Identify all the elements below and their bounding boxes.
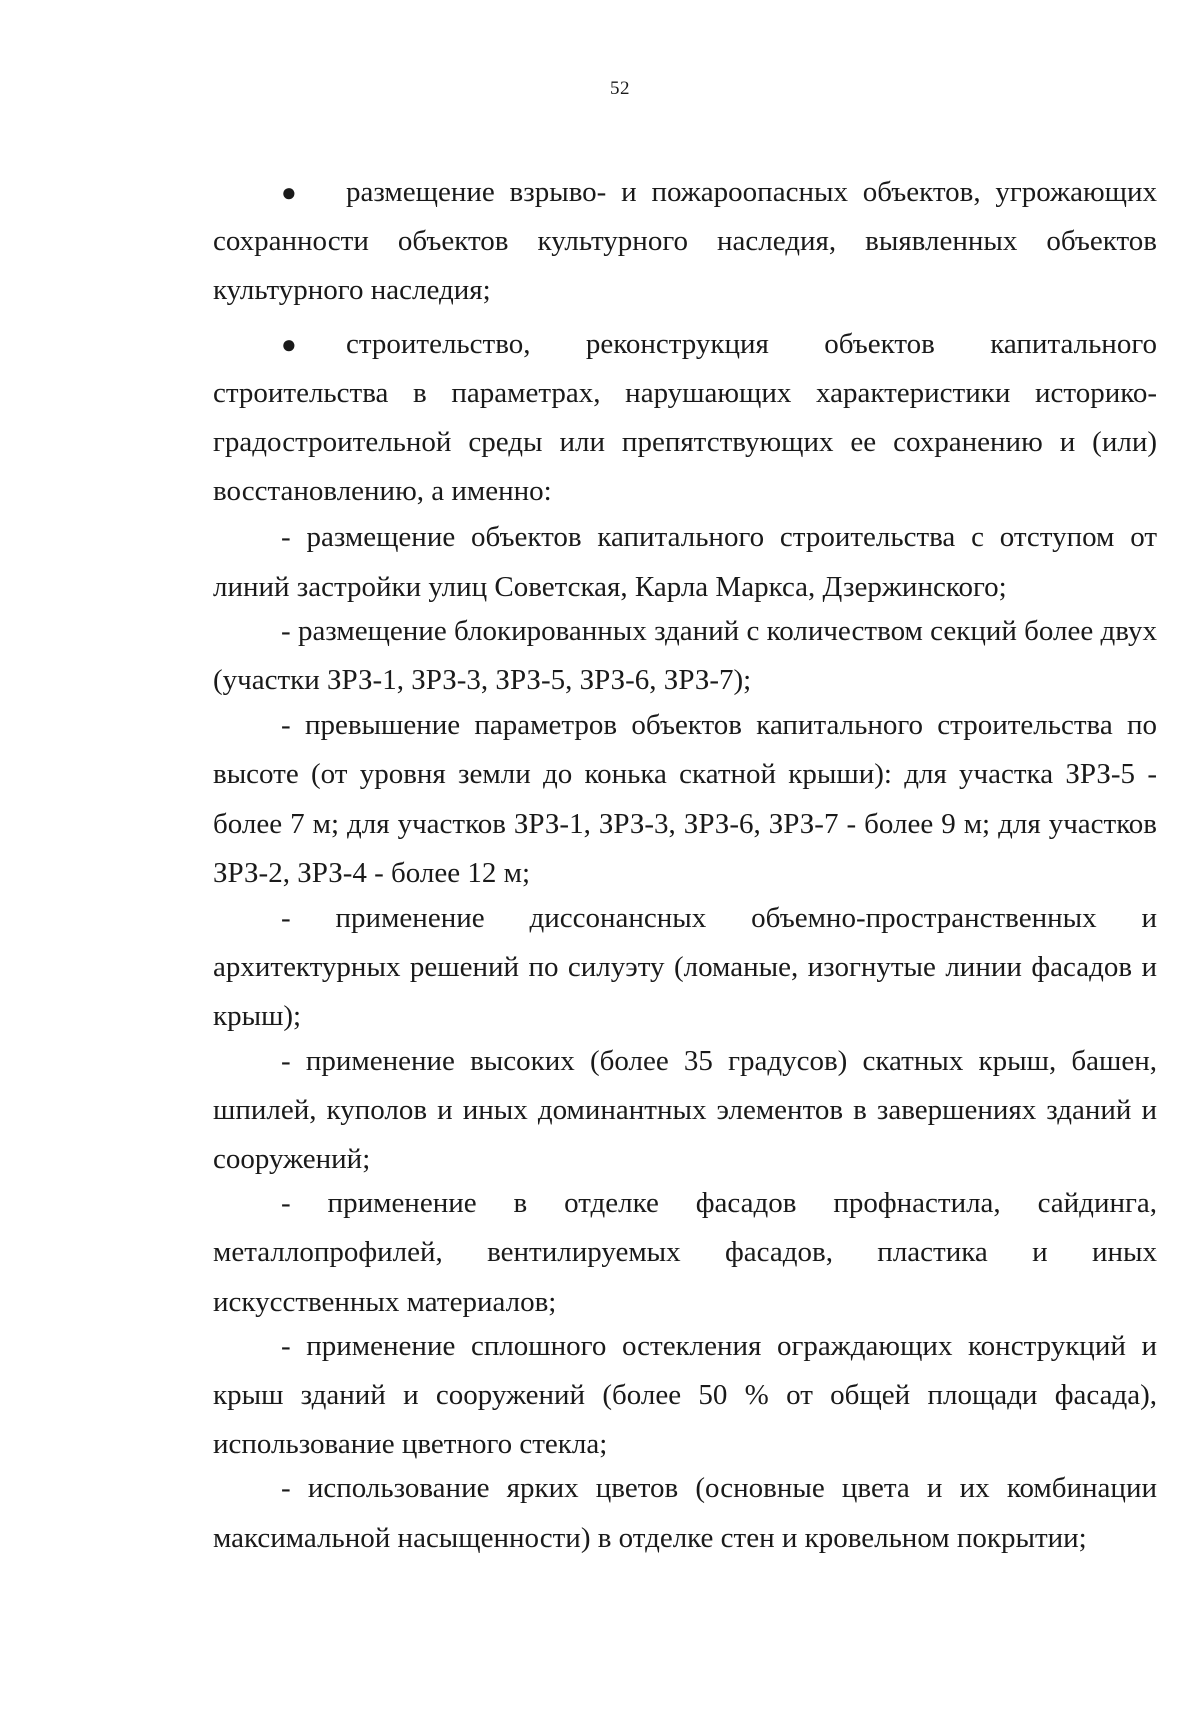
list-item: - применение сплошного остекления ограждающих конструкций и крыш зданий и сооружений (более 50 % от общей площади фасада), использование цветного стекла; bbox=[213, 1329, 1157, 1461]
list-item: - размещение блокированных зданий с количеством секций более двух (участки ЗРЗ-1, ЗРЗ-3, ЗРЗ-5, ЗРЗ-6, ЗРЗ-7); bbox=[213, 614, 1157, 697]
bullet-paragraph bbox=[213, 320, 1157, 517]
list-item: - превышение параметров объектов капитального строительства по высоте (от уровня земли до конька скатной крыши): для участка ЗРЗ-5 - более 7 м; для участков ЗРЗ-1, ЗРЗ-3, ЗРЗ-6, ЗРЗ-7 - более 9 м; для участков ЗРЗ-2, ЗРЗ-4 - более 12 м; bbox=[213, 709, 1157, 889]
paragraph-text: строительство, реконструкция объектов капитального строительства в параметрах, нарушающих характеристики историко-градостроительной среды или препятствующих ее сохранению и (или) восстановлению, а именно: bbox=[213, 327, 1157, 508]
paragraph-text: размещение взрыво- и пожароопасных объектов, угрожающих сохранности объектов культурного наследия, выявленных объектов культурного наследия; bbox=[213, 176, 1157, 307]
list-item: - использование ярких цветов (основные цвета и их комбинации максимальной насыщенности) в отделке стен и кровельном покрытии; bbox=[213, 1472, 1157, 1554]
bullet-paragraph bbox=[213, 168, 1157, 316]
bullet-icon: ● bbox=[281, 329, 297, 359]
list-item: - применение высоких (более 35 градусов) скатных крыш, башен, шпилей, куполов и иных доминантных элементов в завершениях зданий и сооружений; bbox=[213, 1044, 1157, 1176]
list-item: - применение диссонансных объемно-пространственных и архитектурных решений по силуэту (ломаные, изогнутые линии фасадов и крыш); bbox=[213, 902, 1157, 1033]
bullet-icon: ● bbox=[281, 178, 297, 207]
list-item: - применение в отделке фасадов профнастила, сайдинга, металлопрофилей, вентилируемых фасадов, пластика и иных искусственных материалов; bbox=[213, 1187, 1157, 1318]
list-item: - размещение объектов капитального строительства с отступом от линий застройки улиц Советская, Карла Маркса, Дзержинского; bbox=[213, 521, 1157, 603]
page-number: 52 bbox=[610, 78, 630, 99]
document-body bbox=[213, 168, 1157, 1563]
